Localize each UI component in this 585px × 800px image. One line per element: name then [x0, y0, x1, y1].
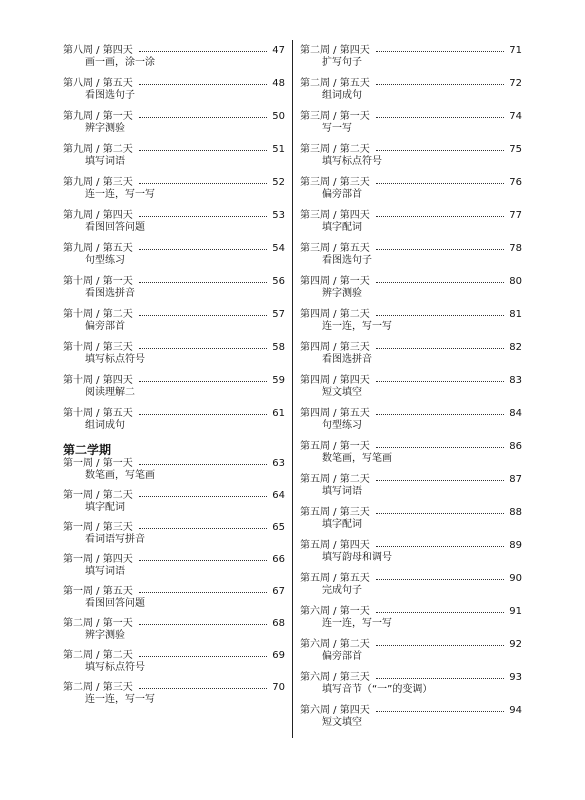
page-number: 76	[509, 177, 522, 188]
page-number: 48	[272, 78, 285, 89]
dot-leader	[139, 552, 267, 561]
toc-entry[interactable]	[300, 308, 522, 341]
dot-leader	[376, 538, 504, 547]
exercise-title: 偏旁部首	[322, 189, 362, 200]
toc-entry[interactable]	[300, 110, 522, 143]
toc-entry[interactable]	[300, 407, 522, 440]
toc-entry[interactable]	[63, 585, 285, 617]
toc-entry[interactable]	[63, 374, 285, 407]
dot-leader	[139, 208, 267, 217]
page-number: 89	[509, 540, 522, 551]
exercise-title: 看图回答问题	[85, 598, 145, 609]
toc-entry[interactable]	[63, 242, 285, 275]
dot-leader	[376, 76, 504, 85]
toc-entry-header	[300, 275, 522, 288]
toc-entry[interactable]	[63, 143, 285, 176]
dot-leader	[139, 488, 267, 497]
dot-leader	[139, 406, 267, 415]
toc-entry-header	[300, 407, 522, 420]
week-day-label: 第六周 / 第三天	[300, 672, 370, 683]
toc-entry-header	[63, 585, 285, 598]
week-day-label: 第十周 / 第四天	[63, 375, 133, 386]
page-number: 71	[509, 45, 522, 56]
week-day-label: 第五周 / 第三天	[300, 507, 370, 518]
toc-entry[interactable]	[300, 572, 522, 605]
week-day-label: 第三周 / 第一天	[300, 111, 370, 122]
exercise-title: 填写标点符号	[322, 156, 382, 167]
page-number: 64	[272, 490, 285, 501]
toc-entry[interactable]	[300, 473, 522, 506]
toc-entry-header	[300, 440, 522, 453]
toc-entry[interactable]	[300, 44, 522, 77]
toc-entry-header	[63, 553, 285, 566]
toc-entry-header	[63, 649, 285, 662]
toc-entry-header	[300, 605, 522, 618]
week-day-label: 第四周 / 第二天	[300, 309, 370, 320]
exercise-title: 看图选句子	[85, 90, 135, 101]
exercise-title: 填字配词	[85, 502, 125, 513]
exercise-title: 看图选句子	[322, 255, 372, 266]
page-number: 51	[272, 144, 285, 155]
exercise-title: 短文填空	[322, 717, 362, 728]
page-number: 56	[272, 276, 285, 287]
dot-leader	[376, 340, 504, 349]
page-number: 68	[272, 618, 285, 629]
dot-leader	[139, 109, 267, 118]
week-day-label: 第八周 / 第五天	[63, 78, 133, 89]
page-number: 90	[509, 573, 522, 584]
dot-leader	[139, 142, 267, 151]
toc-entry[interactable]	[63, 77, 285, 110]
exercise-title: 填字配词	[322, 222, 362, 233]
dot-leader	[139, 520, 267, 529]
week-day-label: 第八周 / 第四天	[63, 45, 133, 56]
exercise-title: 填写词语	[322, 486, 362, 497]
dot-leader	[139, 648, 267, 657]
toc-entry-header	[63, 617, 285, 630]
toc-entry[interactable]	[300, 605, 522, 638]
toc-entry[interactable]	[63, 275, 285, 308]
toc-entry-header	[300, 176, 522, 189]
page-number: 81	[509, 309, 522, 320]
page-number: 47	[272, 45, 285, 56]
exercise-title: 填写音节（“一”的变调）	[322, 684, 433, 695]
page-number: 63	[272, 458, 285, 469]
toc-entry-header	[63, 521, 285, 534]
dot-leader	[139, 241, 267, 250]
toc-entry-header	[63, 374, 285, 387]
page-number: 59	[272, 375, 285, 386]
toc-entry-header	[300, 341, 522, 354]
toc-entry[interactable]	[63, 617, 285, 649]
toc-entry-header	[300, 374, 522, 387]
week-day-label: 第二周 / 第一天	[63, 618, 133, 629]
week-day-label: 第一周 / 第一天	[63, 458, 133, 469]
week-day-label: 第三周 / 第五天	[300, 243, 370, 254]
toc-entry-header	[63, 308, 285, 321]
toc-entry[interactable]	[63, 521, 285, 553]
week-day-label: 第四周 / 第五天	[300, 408, 370, 419]
week-day-label: 第四周 / 第三天	[300, 342, 370, 353]
page-number: 69	[272, 650, 285, 661]
week-day-label: 第九周 / 第三天	[63, 177, 133, 188]
toc-entry-header	[63, 44, 285, 57]
dot-leader	[139, 373, 267, 382]
page-number: 67	[272, 586, 285, 597]
page-number: 74	[509, 111, 522, 122]
week-day-label: 第一周 / 第二天	[63, 490, 133, 501]
exercise-title: 数笔画，写笔画	[85, 470, 155, 481]
exercise-title: 阅读理解二	[85, 387, 135, 398]
exercise-title: 看图选拼音	[322, 354, 372, 365]
dot-leader	[376, 703, 504, 712]
toc-entry[interactable]	[63, 44, 285, 77]
toc-entry-header	[63, 457, 285, 470]
page-number: 66	[272, 554, 285, 565]
toc-entry[interactable]	[63, 341, 285, 374]
toc-entry-header	[300, 44, 522, 57]
toc-entry-header	[300, 638, 522, 651]
week-day-label: 第五周 / 第五天	[300, 573, 370, 584]
toc-entry[interactable]	[300, 440, 522, 473]
page-number: 54	[272, 243, 285, 254]
toc-entry-header	[300, 77, 522, 90]
week-day-label: 第二周 / 第二天	[63, 650, 133, 661]
week-day-label: 第十周 / 第三天	[63, 342, 133, 353]
week-day-label: 第十周 / 第五天	[63, 408, 133, 419]
dot-leader	[376, 439, 504, 448]
toc-entry[interactable]	[63, 553, 285, 585]
toc-entry[interactable]	[300, 143, 522, 176]
page-number: 57	[272, 309, 285, 320]
page-number: 86	[509, 441, 522, 452]
toc-entry[interactable]	[300, 539, 522, 572]
week-day-label: 第二周 / 第四天	[300, 45, 370, 56]
week-day-label: 第三周 / 第四天	[300, 210, 370, 221]
week-day-label: 第六周 / 第二天	[300, 639, 370, 650]
exercise-title: 扩写句子	[322, 57, 362, 68]
toc-entry[interactable]	[300, 506, 522, 539]
page-number: 58	[272, 342, 285, 353]
week-day-label: 第九周 / 第一天	[63, 111, 133, 122]
page-number: 83	[509, 375, 522, 386]
week-day-label: 第五周 / 第二天	[300, 474, 370, 485]
toc-entry-header	[63, 143, 285, 156]
page-number: 77	[509, 210, 522, 221]
week-day-label: 第九周 / 第四天	[63, 210, 133, 221]
exercise-title: 看词语写拼音	[85, 534, 145, 545]
exercise-title: 看图选拼音	[85, 288, 135, 299]
exercise-title: 写一写	[322, 123, 352, 134]
week-day-label: 第三周 / 第三天	[300, 177, 370, 188]
dot-leader	[376, 472, 504, 481]
exercise-title: 填字配词	[322, 519, 362, 530]
exercise-title: 句型练习	[322, 420, 362, 431]
toc-entry-header	[300, 704, 522, 717]
exercise-title: 组词成句	[85, 420, 125, 431]
exercise-title: 连一连，写一写	[85, 189, 155, 200]
week-day-label: 第十周 / 第二天	[63, 309, 133, 320]
week-day-label: 第一周 / 第五天	[63, 586, 133, 597]
week-day-label: 第二周 / 第五天	[300, 78, 370, 89]
dot-leader	[376, 406, 504, 415]
exercise-title: 填写词语	[85, 566, 125, 577]
exercise-title: 句型练习	[85, 255, 125, 266]
page-number: 78	[509, 243, 522, 254]
page-number: 87	[509, 474, 522, 485]
toc-entry-header	[300, 539, 522, 552]
toc-entry-header	[63, 341, 285, 354]
dot-leader	[139, 340, 267, 349]
dot-leader	[139, 175, 267, 184]
exercise-title: 填写词语	[85, 156, 125, 167]
toc-entry-header	[300, 506, 522, 519]
exercise-title: 看图回答问题	[85, 222, 145, 233]
exercise-title: 短文填空	[322, 387, 362, 398]
toc-entry[interactable]	[300, 341, 522, 374]
toc-left-column	[63, 44, 285, 713]
week-day-label: 第四周 / 第一天	[300, 276, 370, 287]
week-day-label: 第五周 / 第一天	[300, 441, 370, 452]
column-divider	[292, 40, 293, 738]
toc-entry-header	[63, 681, 285, 694]
dot-leader	[376, 670, 504, 679]
exercise-title: 连一连，写一写	[85, 694, 155, 705]
exercise-title: 连一连，写一写	[322, 321, 392, 332]
dot-leader	[376, 274, 504, 283]
exercise-title: 组词成句	[322, 90, 362, 101]
dot-leader	[139, 76, 267, 85]
week-day-label: 第二周 / 第三天	[63, 682, 133, 693]
week-day-label: 第四周 / 第四天	[300, 375, 370, 386]
dot-leader	[376, 142, 504, 151]
toc-entry[interactable]	[300, 671, 522, 704]
toc-entry-header	[63, 77, 285, 90]
section-title: 第二学期	[63, 443, 112, 457]
page-number: 52	[272, 177, 285, 188]
page-number: 94	[509, 705, 522, 716]
page-number: 72	[509, 78, 522, 89]
toc-entry[interactable]	[63, 176, 285, 209]
toc-entry-header	[63, 110, 285, 123]
toc-entry[interactable]	[63, 407, 285, 440]
toc-entry[interactable]	[300, 242, 522, 275]
dot-leader	[376, 241, 504, 250]
page-number: 92	[509, 639, 522, 650]
exercise-title: 辨字测验	[322, 288, 362, 299]
toc-entry-header	[300, 671, 522, 684]
toc-entry[interactable]	[300, 209, 522, 242]
toc-entry[interactable]	[300, 77, 522, 110]
dot-leader	[376, 175, 504, 184]
toc-entry-header	[63, 407, 285, 420]
toc-entry-header	[63, 489, 285, 502]
toc-entry[interactable]	[63, 457, 285, 489]
toc-entry[interactable]	[300, 176, 522, 209]
dot-leader	[376, 109, 504, 118]
dot-leader	[376, 373, 504, 382]
exercise-title: 填写标点符号	[85, 354, 145, 365]
page-number: 82	[509, 342, 522, 353]
toc-entry[interactable]	[63, 681, 285, 713]
toc-entry-header	[63, 176, 285, 189]
dot-leader	[376, 604, 504, 613]
toc-entry-header	[300, 242, 522, 255]
week-day-label: 第三周 / 第二天	[300, 144, 370, 155]
toc-entry[interactable]	[63, 110, 285, 143]
week-day-label: 第五周 / 第四天	[300, 540, 370, 551]
week-day-label: 第九周 / 第五天	[63, 243, 133, 254]
toc-entry[interactable]	[300, 704, 522, 737]
page-number: 50	[272, 111, 285, 122]
dot-leader	[376, 505, 504, 514]
week-day-label: 第六周 / 第四天	[300, 705, 370, 716]
toc-entry[interactable]	[300, 638, 522, 671]
exercise-title: 数笔画，写笔画	[322, 453, 392, 464]
week-day-label: 第九周 / 第二天	[63, 144, 133, 155]
week-day-label: 第一周 / 第四天	[63, 554, 133, 565]
dot-leader	[376, 571, 504, 580]
exercise-title: 完成句子	[322, 585, 362, 596]
page-number: 70	[272, 682, 285, 693]
toc-entry[interactable]	[63, 489, 285, 521]
exercise-title: 辨字测验	[85, 630, 125, 641]
toc-entry-header	[300, 143, 522, 156]
toc-entry-header	[300, 473, 522, 486]
dot-leader	[376, 43, 504, 52]
toc-entry-header	[63, 242, 285, 255]
page-number: 65	[272, 522, 285, 533]
toc-entry[interactable]	[63, 649, 285, 681]
page-number: 61	[272, 408, 285, 419]
toc-entry[interactable]	[63, 308, 285, 341]
exercise-title: 画一画，涂一涂	[85, 57, 155, 68]
dot-leader	[139, 584, 267, 593]
exercise-title: 偏旁部首	[322, 651, 362, 662]
exercise-title: 辨字测验	[85, 123, 125, 134]
dot-leader	[376, 307, 504, 316]
dot-leader	[139, 307, 267, 316]
toc-entry-header	[300, 209, 522, 222]
exercise-title: 偏旁部首	[85, 321, 125, 332]
dot-leader	[376, 637, 504, 646]
toc-entry[interactable]	[300, 374, 522, 407]
dot-leader	[139, 274, 267, 283]
page-number: 84	[509, 408, 522, 419]
dot-leader	[139, 43, 267, 52]
page-number: 80	[509, 276, 522, 287]
week-day-label: 第十周 / 第一天	[63, 276, 133, 287]
page-number: 91	[509, 606, 522, 617]
toc-entry-header	[300, 572, 522, 585]
toc-entry[interactable]	[63, 209, 285, 242]
dot-leader	[139, 616, 267, 625]
toc-entry-header	[300, 308, 522, 321]
toc-entry-header	[63, 275, 285, 288]
dot-leader	[376, 208, 504, 217]
toc-entry-header	[300, 110, 522, 123]
page-number: 75	[509, 144, 522, 155]
week-day-label: 第六周 / 第一天	[300, 606, 370, 617]
page-number: 93	[509, 672, 522, 683]
page-number: 53	[272, 210, 285, 221]
exercise-title: 填写韵母和调号	[322, 552, 392, 563]
toc-right-column	[300, 44, 522, 737]
toc-entry-header	[63, 209, 285, 222]
page-number: 88	[509, 507, 522, 518]
exercise-title: 填写标点符号	[85, 662, 145, 673]
dot-leader	[139, 680, 267, 689]
week-day-label: 第一周 / 第三天	[63, 522, 133, 533]
toc-entry[interactable]	[300, 275, 522, 308]
dot-leader	[139, 456, 267, 465]
exercise-title: 连一连，写一写	[322, 618, 392, 629]
